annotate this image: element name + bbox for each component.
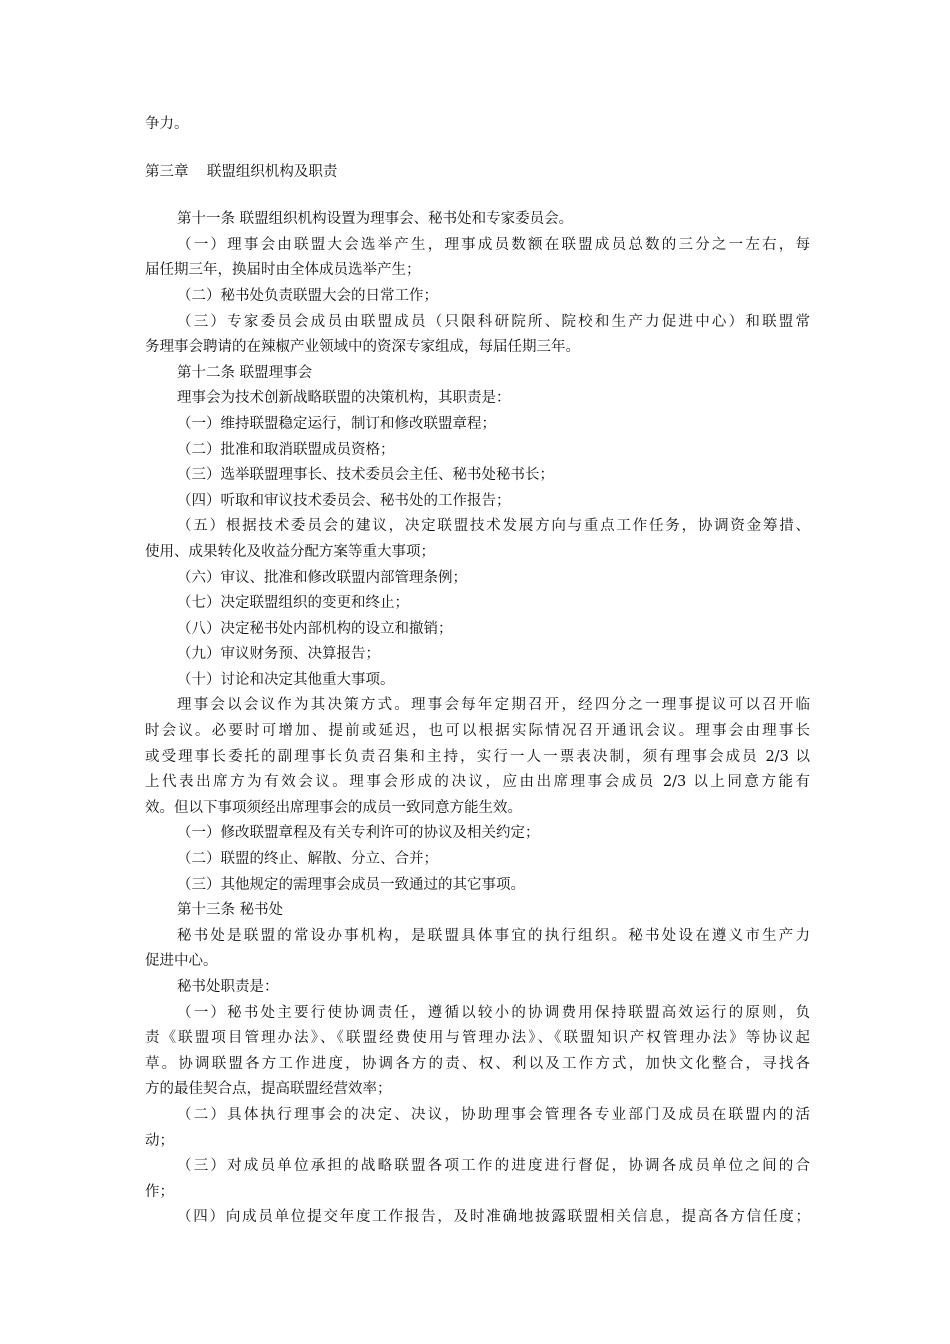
text-line: （三）其他规定的需理事会成员一致通过的其它事项。 <box>177 876 525 893</box>
text-line: （二）联盟的终止、解散、分立、合并； <box>177 851 438 868</box>
text-line: 上代表出席方为有效会议。理事会形成的决议，应由出席理事会成员 2/3 以上同意方能有 <box>145 774 810 791</box>
text-line: 秘书处是联盟的常设办事机构，是联盟具体事宜的执行组织。秘书处设在遵义市生产力 <box>177 927 810 944</box>
text-line: 草。协调联盟各方工作进度，协调各方的责、权、利以及工作方式，加快文化整合，寻找各 <box>145 1055 810 1072</box>
article-heading: 第十一条 联盟组织机构设置为理事会、秘书处和专家委员会。 <box>177 211 574 228</box>
text-line: 届任期三年，换届时由全体成员选举产生； <box>145 262 421 279</box>
text-line: 或受理事长委托的副理事长负责召集和主持，实行一人一票表决制，须有理事会成员 2/3 以 <box>145 748 810 765</box>
text-line: （一）修改联盟章程及有关专利许可的协议及相关约定； <box>177 825 540 842</box>
text-line: （九）审议财务预、决算报告； <box>177 646 380 663</box>
text-line: （八）决定秘书处内部机构的设立和撤销； <box>177 620 453 637</box>
text-line: （四）向成员单位提交年度工作报告，及时准确地披露联盟相关信息，提高各方信任度； <box>177 1209 810 1226</box>
text-line: （五）根据技术委员会的建议，决定联盟技术发展方向与重点工作任务，协调资金筹措、 <box>177 518 810 535</box>
text-line: （十）讨论和决定其他重大事项。 <box>177 671 395 688</box>
text-line: 理事会为技术创新战略联盟的决策机构，其职责是： <box>177 390 511 407</box>
text-line: 方的最佳契合点，提高联盟经营效率； <box>145 1081 392 1098</box>
text-line: 动； <box>145 1132 174 1149</box>
text-line: 作； <box>145 1183 174 1200</box>
text-line: 效。但以下事项须经出席理事会的成员一致同意方能生效。 <box>145 799 522 816</box>
text-line: （一）维持联盟稳定运行，制订和修改联盟章程； <box>177 415 496 432</box>
text-line: （三）对成员单位承担的战略联盟各项工作的进度进行督促，协调各成员单位之间的合 <box>177 1158 810 1175</box>
text-line: （二）秘书处负责联盟大会的日常工作； <box>177 287 438 304</box>
paragraph-gap <box>145 185 810 207</box>
text-line: （二）批准和取消联盟成员资格； <box>177 441 395 458</box>
text-line: （一）秘书处主要行使协调责任，遵循以较小的协调费用保持联盟高效运行的原则，负 <box>177 1004 810 1021</box>
text-line: （二）具体执行理事会的决定、决议，协助理事会管理各专业部门及成员在联盟内的活 <box>177 1106 810 1123</box>
text-line: 务理事会聘请的在辣椒产业领域中的资深专家组成，每届任期三年。 <box>145 339 580 356</box>
text-line: 时会议。必要时可增加、提前或延迟，也可以根据实际情况召开通讯会议。理事会由理事长 <box>145 723 810 740</box>
text-line: 理事会以会议作为其决策方式。理事会每年定期召开，经四分之一理事提议可以召开临 <box>177 697 810 714</box>
article-heading: 第十三条 秘书处 <box>177 902 284 919</box>
text-line: 促进中心。 <box>145 953 218 970</box>
text-line: （三）专家委员会成员由联盟成员（只限科研院所、院校和生产力促进中心）和联盟常 <box>177 313 810 330</box>
paragraph-gap <box>145 138 810 160</box>
text-line: （四）听取和审议技术委员会、秘书处的工作报告； <box>177 492 511 509</box>
text-line: （七）决定联盟组织的变更和终止； <box>177 595 409 612</box>
article-heading: 第十二条 联盟理事会 <box>177 364 313 381</box>
text-line: 秘书处职责是： <box>177 979 279 995</box>
document-page <box>145 112 810 1231</box>
chapter-heading: 第三章 联盟组织机构及职责 <box>145 163 338 180</box>
text-line: （六）审议、批准和修改联盟内部管理条例； <box>177 569 467 586</box>
text-line: 责《联盟项目管理办法》、《联盟经费使用与管理办法》、《联盟知识产权管理办法》等协议起 <box>145 1030 810 1047</box>
text-line: （一）理事会由联盟大会选举产生，理事成员数额在联盟成员总数的三分之一左右，每 <box>177 236 810 253</box>
text-line: 使用、成果转化及收益分配方案等重大事项； <box>145 543 435 560</box>
text-line: （三）选举联盟理事长、技术委员会主任、秘书处秘书长； <box>177 467 554 484</box>
text-line: 争力。 <box>145 116 189 132</box>
